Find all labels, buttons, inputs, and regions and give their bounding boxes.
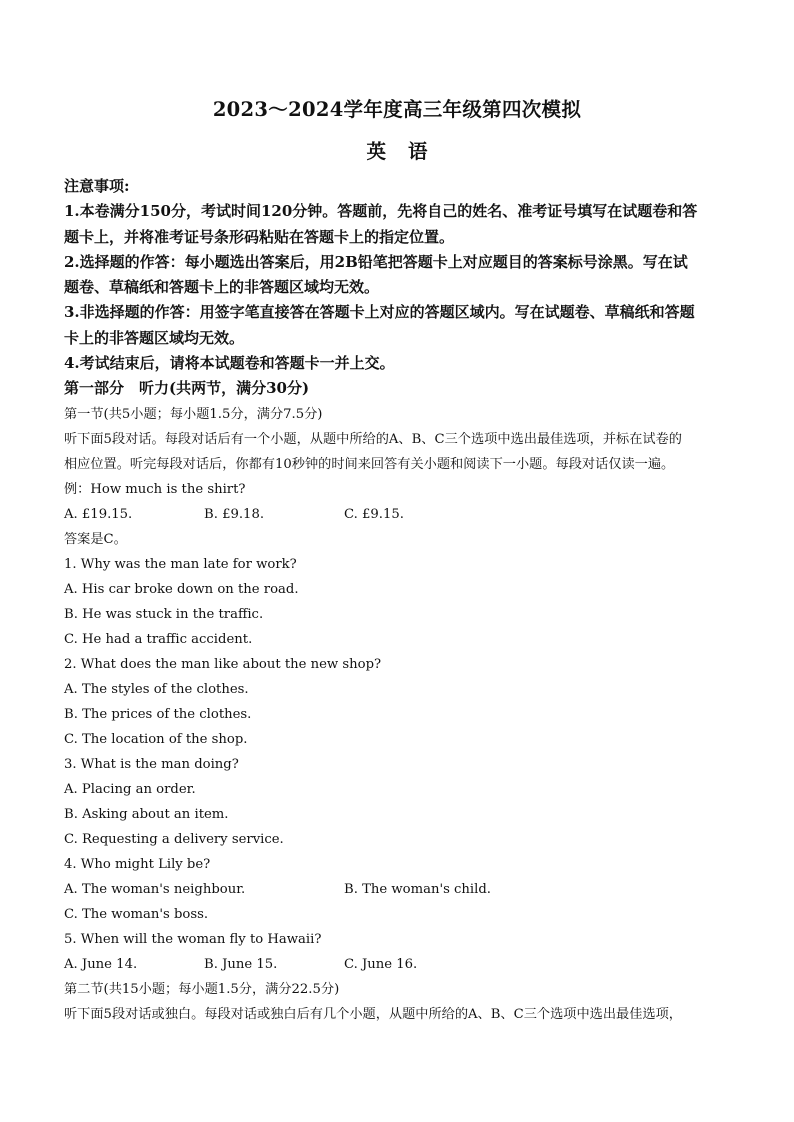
notice-line: 卡上的非答题区域均无效。 <box>64 328 245 347</box>
exam-title: 2023～2024学年度高三年级第四次模拟 <box>212 98 582 121</box>
option-c: C. The woman's boss. <box>64 906 209 922</box>
option-a: A. June 14. <box>64 956 138 972</box>
option-c: C. The location of the shop. <box>64 731 248 747</box>
option-c: C. June 16. <box>344 956 418 972</box>
option-a: A. £19.15. <box>64 506 133 522</box>
notice-line: 1.本卷满分150分，考试时间120分钟。答题前，先将自己的姓名、准考证号填写在试题卷和答 <box>64 202 698 221</box>
option-b: B. The prices of the clothes. <box>64 706 252 722</box>
notice-line: 题卡上，并将准考证号条形码粘贴在答题卡上的指定位置。 <box>64 227 455 246</box>
option-c: C. Requesting a delivery service. <box>64 831 284 847</box>
option-a: A. The woman's neighbour. <box>64 881 246 897</box>
notice-line: 题卷、草稿纸和答题卡上的非答题区域均无效。 <box>64 278 380 297</box>
option-b: B. £9.18. <box>204 506 265 522</box>
notice-line: 4.考试结束后，请将本试题卷和答题卡一并上交。 <box>64 354 395 373</box>
notice-line: 2.选择题的作答：每小题选出答案后，用2B铅笔把答题卡上对应题目的答案标号涂黑。写在试 <box>64 252 688 271</box>
notice-line: 3.非选择题的作答：用签字笔直接答在答题卡上对应的答题区域内。写在试题卷、草稿纸和答题 <box>64 303 695 322</box>
option-c: C. He had a traffic accident. <box>64 631 253 647</box>
section1-heading: 第一节(共5小题；每小题1.5分，满分7.5分) <box>64 406 323 422</box>
exam-subject: 英语 <box>366 140 450 163</box>
section1-instruction: 相应位置。听完每段对话后，你都有10秒钟的时间来回答有关小题和阅读下一小题。每段对话仅读一遍。 <box>64 456 675 472</box>
part1-heading: 第一部分 听力(共两节，满分30分) <box>64 379 310 398</box>
notice-heading: 注意事项: <box>64 177 130 195</box>
question-2: 2. What does the man like about the new shop? <box>64 656 382 672</box>
option-b: B. The woman's child. <box>344 881 491 897</box>
question-3: 3. What is the man doing? <box>64 756 239 772</box>
question-4-options <box>64 877 736 902</box>
example-question: 例：How much is the shirt? <box>64 481 246 497</box>
example-answer: 答案是C。 <box>64 531 127 547</box>
option-a: A. The styles of the clothes. <box>64 681 249 697</box>
question-5-options <box>64 952 736 977</box>
option-a: A. Placing an order. <box>64 781 196 797</box>
option-c: C. £9.15. <box>344 506 404 522</box>
exam-body <box>64 174 736 1027</box>
option-b: B. He was stuck in the traffic. <box>64 606 264 622</box>
option-b: B. Asking about an item. <box>64 806 229 822</box>
section1-instruction: 听下面5段对话。每段对话后有一个小题，从题中所给的A、B、C三个选项中选出最佳选项，并标在试卷的 <box>64 431 682 447</box>
example-options <box>64 502 736 527</box>
section2-instruction: 听下面5段对话或独白。每段对话或独白后有几个小题，从题中所给的A、B、C三个选项中选出最佳选项， <box>64 1006 682 1022</box>
option-b: B. June 15. <box>204 956 278 972</box>
question-5: 5. When will the woman fly to Hawaii? <box>64 931 322 947</box>
section2-heading: 第二节(共15小题；每小题1.5分，满分22.5分) <box>64 981 340 997</box>
question-4: 4. Who might Lily be? <box>64 856 211 872</box>
option-a: A. His car broke down on the road. <box>64 581 299 597</box>
question-1: 1. Why was the man late for work? <box>64 556 297 572</box>
